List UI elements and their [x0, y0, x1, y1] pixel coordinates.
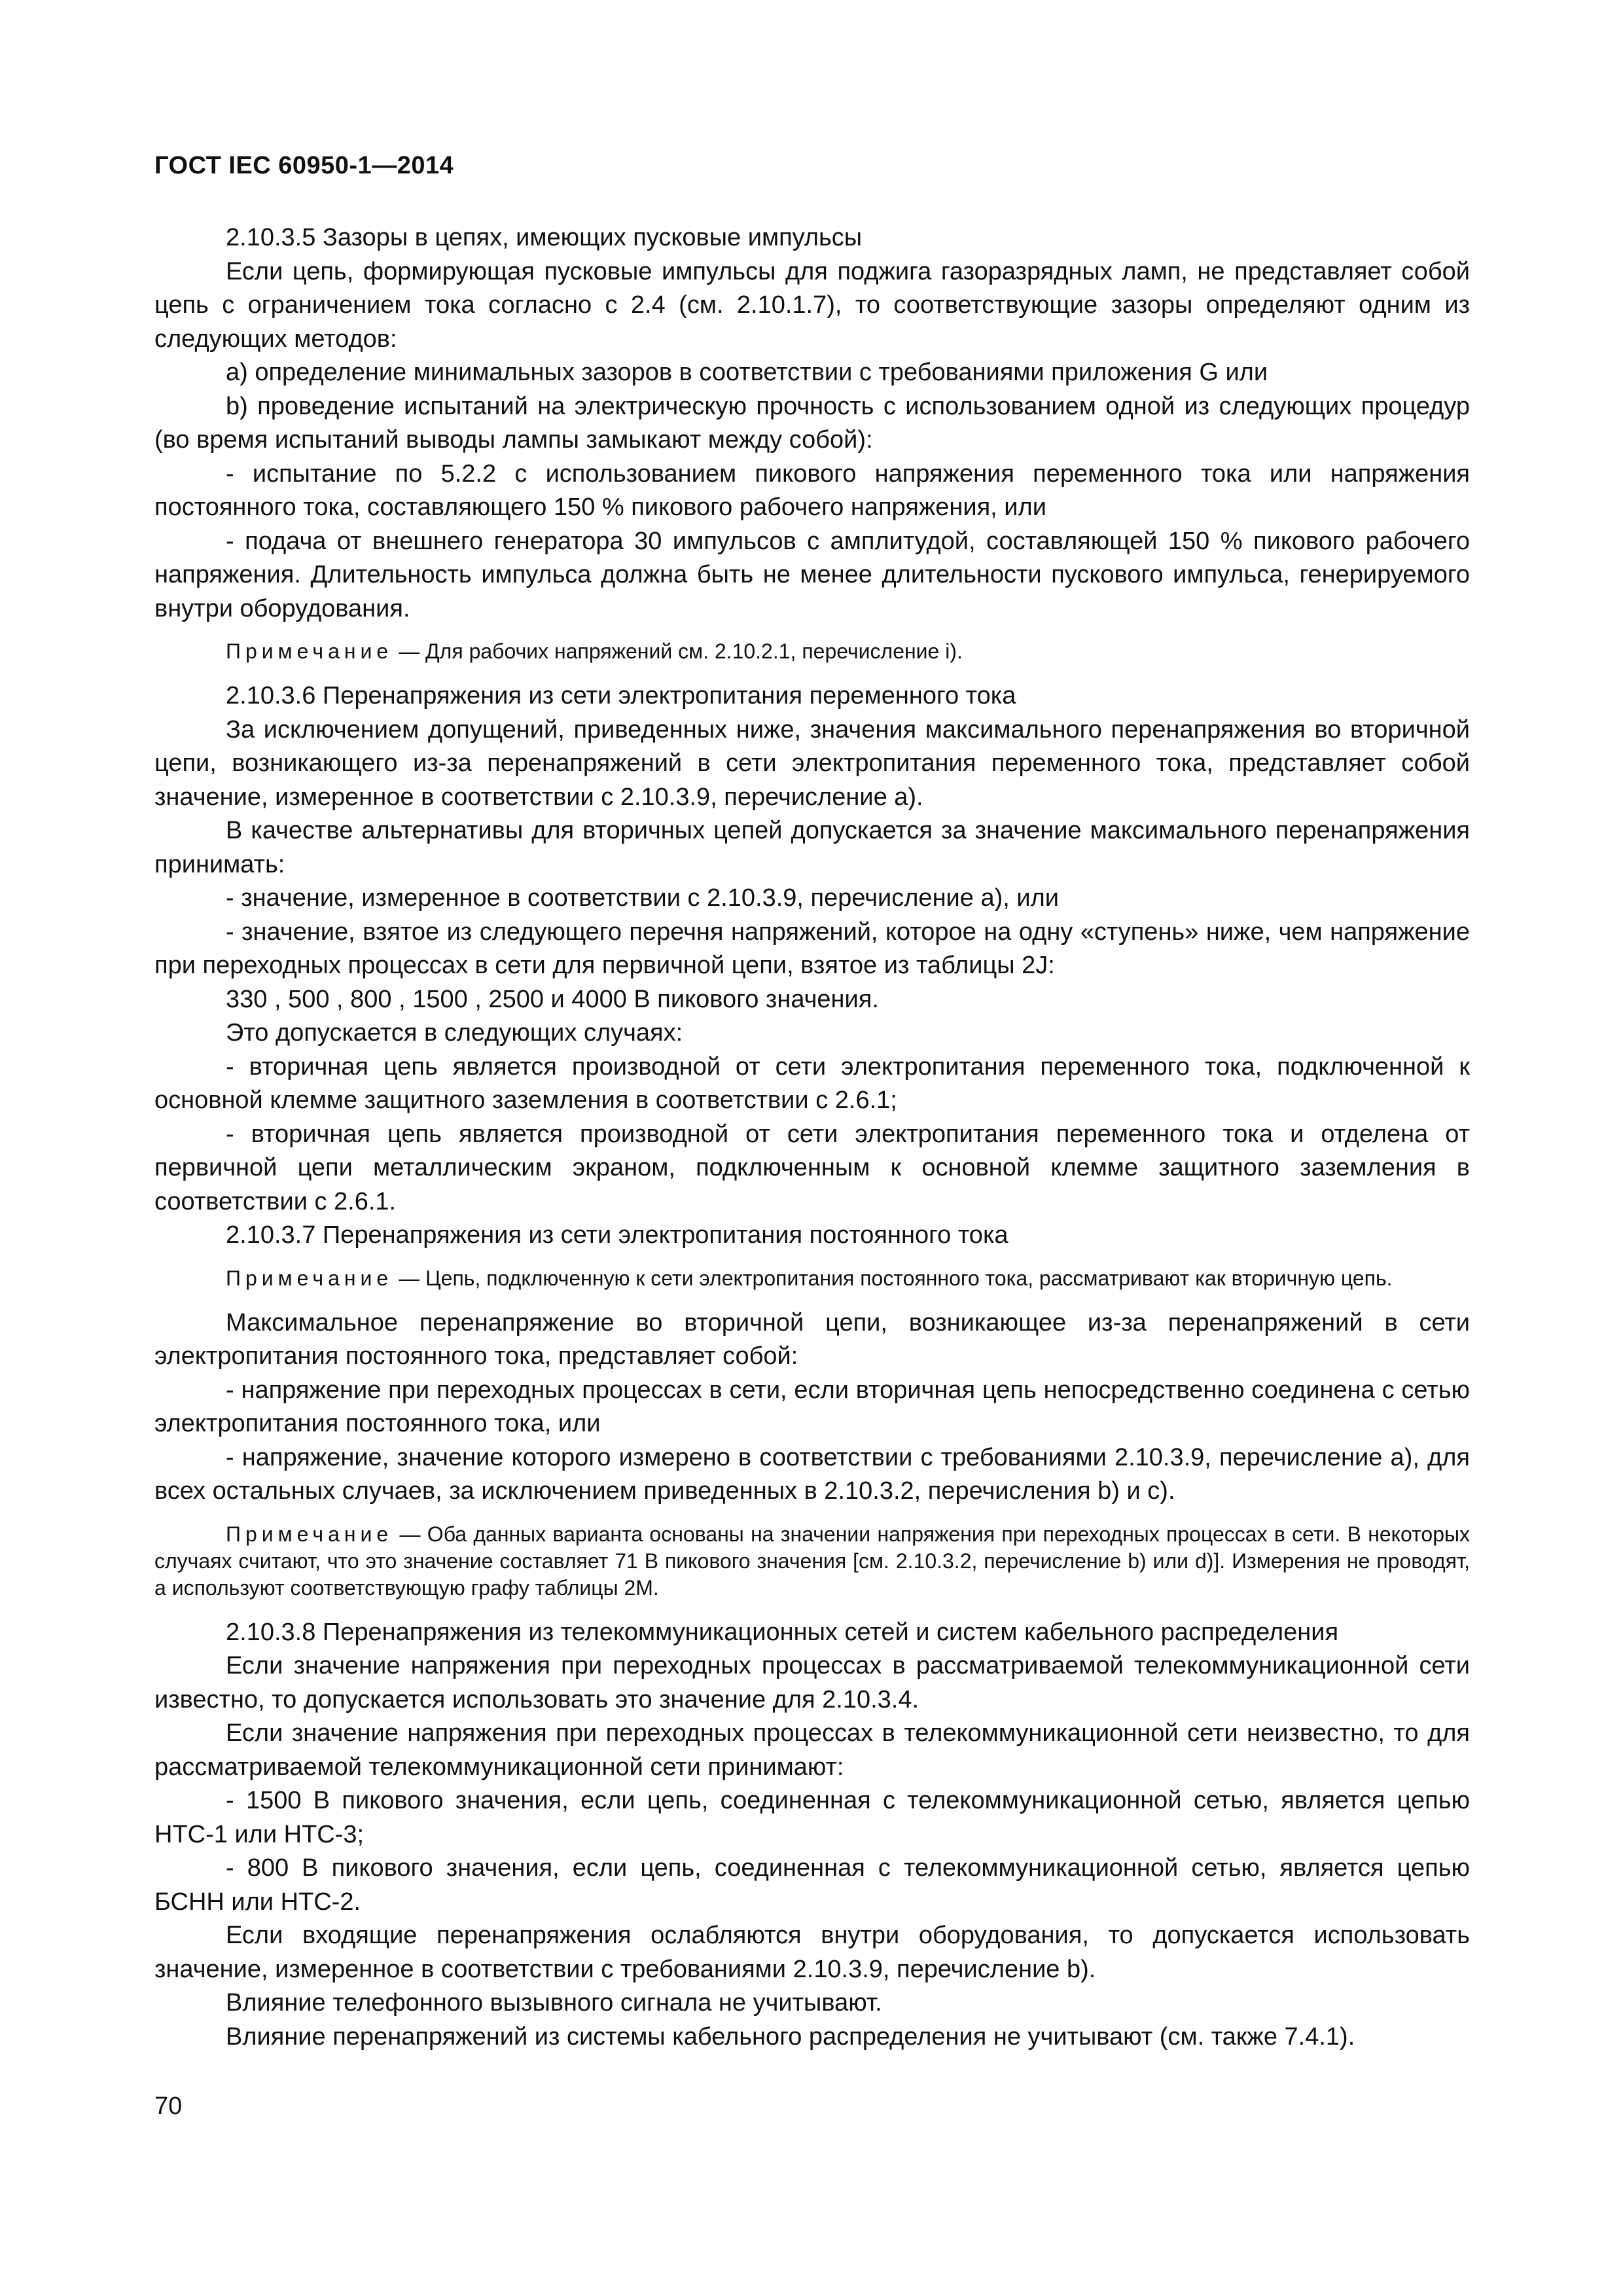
paragraph: За исключением допущений, приведенных ниже, значения максимального перенапряжения во вторичной цепи, возникающего из-за перенапряжений в сети электропитания переменного тока, представляет собой значение, измеренное в соответствии с 2.10.3.9, перечисление a).: [154, 715, 1470, 811]
list-item: - вторичная цепь является производной от сети электропитания переменного тока, подключенной к основной клемме защитного заземления в соответствии с 2.6.1;: [154, 1052, 1470, 1114]
list-item: - вторичная цепь является производной от сети электропитания переменного тока и отделена от первичной цепи металлическим экраном, подключенным к основной клемме защитного заземления в соответствии с 2.6.1.: [154, 1120, 1470, 1215]
list-item: - 800 В пикового значения, если цепь, соединенная с телекоммуникационной сетью, является цепью БСНН или НТС-2.: [154, 1854, 1470, 1916]
note-label: Примечание: [226, 639, 393, 663]
list-item: b) проведение испытаний на электрическую прочность с использованием одной из следующих процедур (во время испытаний выводы лампы замыкают между собой):: [154, 392, 1470, 454]
section-heading-2-10-3-7: 2.10.3.7 Перенапряжения из сети электропитания постоянного тока: [226, 1221, 1008, 1249]
paragraph: Влияние перенапряжений из системы кабельного распределения не учитывают (см. также 7.4.1).: [226, 2022, 1355, 2051]
paragraph: Если значение напряжения при переходных процессах в рассматриваемой телекоммуникационной сети известно, то допускается использовать это значение для 2.10.3.4.: [154, 1652, 1470, 1713]
paragraph: Это допускается в следующих случаях:: [226, 1019, 683, 1047]
note-label: Примечание: [226, 1522, 393, 1546]
paragraph: Если значение напряжения при переходных процессах в телекоммуникационной сети неизвестно, то для рассматриваемой телекоммуникационной сети принимают:: [154, 1719, 1470, 1781]
document-header: ГОСТ IEC 60950-1—2014: [154, 152, 454, 179]
list-item: - значение, измеренное в соответствии с 2.10.3.9, перечисление a), или: [226, 884, 1059, 912]
paragraph: Максимальное перенапряжение во вторичной цепи, возникающее из-за перенапряжений в сети электропитания постоянного тока, представляет собой:: [154, 1308, 1470, 1370]
paragraph: Если входящие перенапряжения ослабляются внутри оборудования, то допускается использовать значение, измеренное в соответствии с требованиями 2.10.3.9, перечисление b).: [154, 1922, 1470, 1983]
paragraph: Если цепь, формирующая пусковые импульсы для поджига газоразрядных ламп, не представляет собой цепь с ограничением тока согласно с 2.4 (см. 2.10.1.7), то соответствующие зазоры определяют одним из следующих методов:: [154, 257, 1470, 353]
paragraph: В качестве альтернативы для вторичных цепей допускается за значение максимального перенапряжения принимать:: [154, 817, 1470, 878]
note-text: — Цепь, подключенную к сети электропитания постоянного тока, рассматривают как вторичную цепь.: [399, 1266, 1393, 1290]
paragraph: Влияние телефонного вызывного сигнала не учитывают.: [226, 1989, 882, 2017]
note-text: — Оба данных варианта основаны на значении напряжения при переходных процессах в сети. В некоторых случаях считают, что это значение составляет 71 В пикового значения [см. 2.10.3.2, перечисление b) или d)]. Измерения не проводят, а используют соответствующую графу таблицы 2М.: [154, 1522, 1471, 1600]
note-label: Примечание: [226, 1266, 393, 1290]
voltage-list: 330 , 500 , 800 , 1500 , 2500 и 4000 В пикового значения.: [226, 985, 879, 1013]
list-item: - напряжение при переходных процессах в сети, если вторичная цепь непосредственно соединена с сетью электропитания постоянного тока, или: [154, 1376, 1470, 1437]
note-text: — Для рабочих напряжений см. 2.10.2.1, перечисление i).: [399, 639, 963, 663]
section-heading-2-10-3-6: 2.10.3.6 Перенапряжения из сети электропитания переменного тока: [226, 682, 1016, 709]
list-item: a) определение минимальных зазоров в соответствии с требованиями приложения G или: [226, 359, 1268, 386]
list-item: - подача от внешнего генератора 30 импульсов с амплитудой, составляющей 150 % пикового рабочего напряжения. Длительность импульса должна быть не менее длительности пускового импульса, генерируемого внутри оборудования.: [154, 527, 1470, 622]
note: [154, 1265, 1470, 1292]
section-heading-2-10-3-8: 2.10.3.8 Перенапряжения из телекоммуникационных сетей и систем кабельного распределения: [226, 1618, 1339, 1646]
note: [154, 638, 1470, 665]
list-item: - напряжение, значение которого измерено в соответствии с требованиями 2.10.3.9, перечисление a), для всех остальных случаев, за исключением приведенных в 2.10.3.2, перечисления b) и c).: [154, 1443, 1470, 1505]
page-number: 70: [154, 2092, 183, 2120]
list-item: - значение, взятое из следующего перечня напряжений, которое на одну «ступень» ниже, чем напряжение при переходных процессах в сети для первичной цепи, взятое из таблицы 2J:: [154, 918, 1470, 979]
section-heading-2-10-3-5: 2.10.3.5 Зазоры в цепях, имеющих пусковые импульсы: [226, 224, 863, 251]
list-item: - испытание по 5.2.2 с использованием пикового напряжения переменного тока или напряжения постоянного тока, составляющего 150 % пикового рабочего напряжения, или: [154, 459, 1470, 521]
note: [154, 1521, 1470, 1602]
document-body: [154, 221, 1470, 2054]
list-item: - 1500 В пикового значения, если цепь, соединенная с телекоммуникационной сетью, является цепью НТС-1 или НТС-3;: [154, 1787, 1470, 1848]
